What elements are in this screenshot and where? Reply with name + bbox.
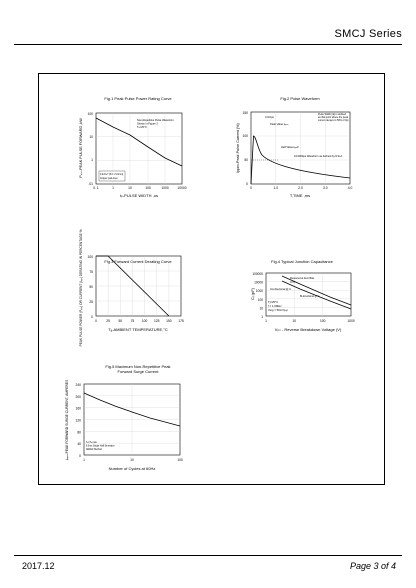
- fig2-ytick: 100: [242, 134, 248, 138]
- fig2-ytick: 0: [246, 182, 248, 186]
- fig5-xtick: 100: [177, 458, 183, 462]
- footer-divider: [14, 555, 402, 556]
- fig2-label: Half Value-Iₚₚ/2: [281, 146, 299, 149]
- page-number: Page 3 of 4: [349, 561, 396, 571]
- fig1-xtick: 10: [128, 186, 132, 190]
- fig5-grid: [84, 384, 180, 455]
- fig2-x-label: T,TIME ,ms: [289, 193, 311, 198]
- fig4-label: Measured at Zero Bias: [290, 277, 315, 280]
- fig3-xtick: 50: [118, 319, 123, 323]
- fig2-note: [318, 113, 349, 122]
- fig4-xtick: 10: [292, 319, 297, 323]
- fig2-xtick: 4.0: [347, 186, 353, 190]
- fig4-label: Vᵣ=0: [290, 281, 295, 284]
- fig4-x-label: Vᵣₘ - Reverse Breakdown Voltage (V): [274, 327, 342, 332]
- fig3-y-ticks: [87, 255, 93, 319]
- fig2-chart: [236, 96, 352, 198]
- fig1-inset-line: Copper pad Area: [100, 178, 118, 180]
- fig4-condition: Vsig = 50mVp-p: [268, 308, 288, 312]
- fig1-note-line: Tₐ=25°C: [137, 126, 147, 129]
- fig1-ytick: 10: [89, 135, 93, 139]
- fig2-title: Fig.2 Pulse Waveform: [280, 96, 320, 101]
- fig3-x-ticks: [95, 319, 184, 323]
- fig2-label: 10/1000µs Waveform as defined by R.E.A: [294, 155, 343, 158]
- fig5-ytick: 120: [75, 418, 81, 423]
- fig2-x-ticks: [250, 186, 352, 190]
- fig4-condition: f = 1.0MHz: [268, 304, 282, 308]
- fig2-xtick: 3.0: [322, 186, 328, 190]
- fig4-condition: Tj=25°C: [268, 300, 279, 304]
- fig5-xtick: 1: [83, 458, 85, 462]
- fig4-conditions: [268, 300, 288, 312]
- fig4-chart: [250, 259, 355, 332]
- fig5-xtick: 10: [130, 458, 134, 462]
- fig5-chart: [65, 364, 183, 471]
- fig2-note-line: as that point where the peak: [318, 116, 349, 119]
- fig2-xtick: 1.0: [273, 186, 279, 190]
- fig3-xtick: 25: [106, 319, 110, 323]
- fig4-ytick: 1000: [255, 289, 263, 294]
- fig3-xtick: 0: [95, 319, 97, 323]
- fig5-ytick: 80: [77, 430, 81, 435]
- fig3-xtick: 75: [130, 319, 135, 323]
- fig4-labels: [270, 277, 320, 298]
- fig3-x-label: Tₐ-AMBIENT TEMPERATURE,°C: [108, 327, 168, 332]
- fig2-y-label: Ippm-Peak Pulse Current (%): [236, 123, 240, 173]
- fig2-label: Peak Value Iₚₚₘ: [270, 123, 289, 126]
- fig3-ytick: 25: [89, 300, 93, 304]
- fig2-ytick: 150: [242, 111, 248, 115]
- fig5-x-label: Number of Cycles at 60Hz: [108, 466, 156, 471]
- fig3-ytick: 75: [89, 270, 93, 274]
- fig4-xtick: 100: [319, 319, 326, 323]
- fig5-ytick: 40: [77, 442, 81, 447]
- fig2-xtick: 2.0: [298, 186, 303, 190]
- fig4-ytick: 100: [257, 297, 263, 302]
- fig3-chart: [79, 229, 184, 346]
- fig5-note-line: JEDEC Method: [86, 449, 102, 451]
- fig5-y-label: Iₚₚₘ-PEAK FORWARD SURGE CURRENT, AMPERES: [65, 379, 69, 461]
- fig1-xtick: 100: [145, 186, 151, 190]
- fig1-xtick: 0. 1: [93, 186, 99, 190]
- fig1-y-ticks: [87, 112, 93, 186]
- fig3-xtick: 175: [178, 319, 184, 323]
- fig5-y-ticks: [75, 383, 81, 458]
- fig3-ytick: 100: [87, 255, 93, 259]
- fig1-y-label: Pₚₚ–PEAK PULSE FORWARD ,kW: [79, 118, 83, 178]
- fig4-xtick: 1000: [347, 319, 355, 323]
- fig3-ytick: 0: [91, 315, 93, 319]
- fig1-title: Fig.1 Peak Pulse Power Rating Curve: [104, 96, 172, 101]
- fig4-x-ticks: [265, 319, 355, 323]
- fig5-title: Forward Surge Current: [117, 369, 159, 374]
- fig2-note-line: current decays to 50% of Ipp: [318, 119, 349, 122]
- fig4-label: Bi-directional @ Vᵣ: [300, 295, 320, 298]
- fig4-y-label: Cⱼ (pF): [250, 287, 255, 301]
- fig3-title: Fig.3 Forward Current Derating Curve: [104, 259, 172, 264]
- fig4-ytick: 10000: [254, 280, 263, 285]
- fig1-xtick: 1000: [161, 186, 169, 190]
- footer-date: 2017.12: [22, 561, 55, 571]
- fig3-y-label: PEAK PULSE POWER (Pₚₚ) OR CURRENT (Iₚₚ) DERATING IN PERCENTAGE %: [79, 229, 83, 347]
- fig1-note-line: Non-Repetitive Pulse Waveform: [137, 119, 174, 122]
- fig2-note-line: Pulse Width (td) is defined: [318, 113, 346, 116]
- fig4-title: Fig.4 Typical Junction Capacitance: [271, 259, 333, 264]
- fig3-xtick: 125: [153, 319, 160, 323]
- fig5-ytick: 240: [75, 383, 81, 387]
- fig5-ytick: 0: [79, 454, 81, 458]
- fig5-ytick: 200: [75, 394, 81, 399]
- fig4-ytick: 100000: [252, 272, 263, 276]
- fig5-title: Fig.5 Maximum Non-Repetitive Peak: [105, 364, 171, 369]
- fig1-note-line: Shown in Figure 2: [137, 122, 158, 126]
- fig4-label: Uni-directional @ Vᵣ: [270, 288, 292, 291]
- fig2-xtick: 0: [250, 186, 252, 190]
- fig5-note-line: 8.3ms Single Half Sinewave: [86, 445, 115, 448]
- fig1-x-label: tₚ-PULSE WIDTH ,us: [120, 193, 158, 198]
- fig2-y-ticks: [242, 111, 248, 186]
- fig1-xtick: 10000: [177, 186, 187, 190]
- fig1-x-ticks: [93, 186, 186, 190]
- fig5-x-ticks: [83, 458, 183, 462]
- fig5-ytick: 160: [75, 406, 81, 411]
- fig2-label: tr=10µs: [265, 116, 274, 119]
- fig2-grid: [251, 112, 350, 184]
- fig1-ytick: 1: [91, 158, 93, 162]
- fig3-xtick: 100: [141, 319, 148, 323]
- fig3-ytick: 50: [89, 285, 93, 289]
- fig1-inset-line: 0.2x0.2" (5.0 x 5.0mm): [100, 174, 124, 176]
- fig4-ytick: 10: [259, 306, 263, 311]
- fig5-note-line: Tₐ=Tₐ max: [86, 442, 97, 444]
- fig1-xtick: 1: [112, 186, 114, 190]
- fig1-chart: [79, 96, 187, 198]
- series-title: SMCJ Series: [334, 28, 402, 40]
- fig1-ytick: 100: [87, 112, 93, 116]
- fig4-ytick: 1: [261, 315, 263, 319]
- fig1-note: [137, 118, 174, 129]
- fig2-ytick: 50: [244, 158, 248, 162]
- fig3-xtick: 150: [166, 319, 172, 323]
- fig4-xtick: 1: [265, 319, 267, 323]
- fig1-ytick: .01: [88, 182, 93, 186]
